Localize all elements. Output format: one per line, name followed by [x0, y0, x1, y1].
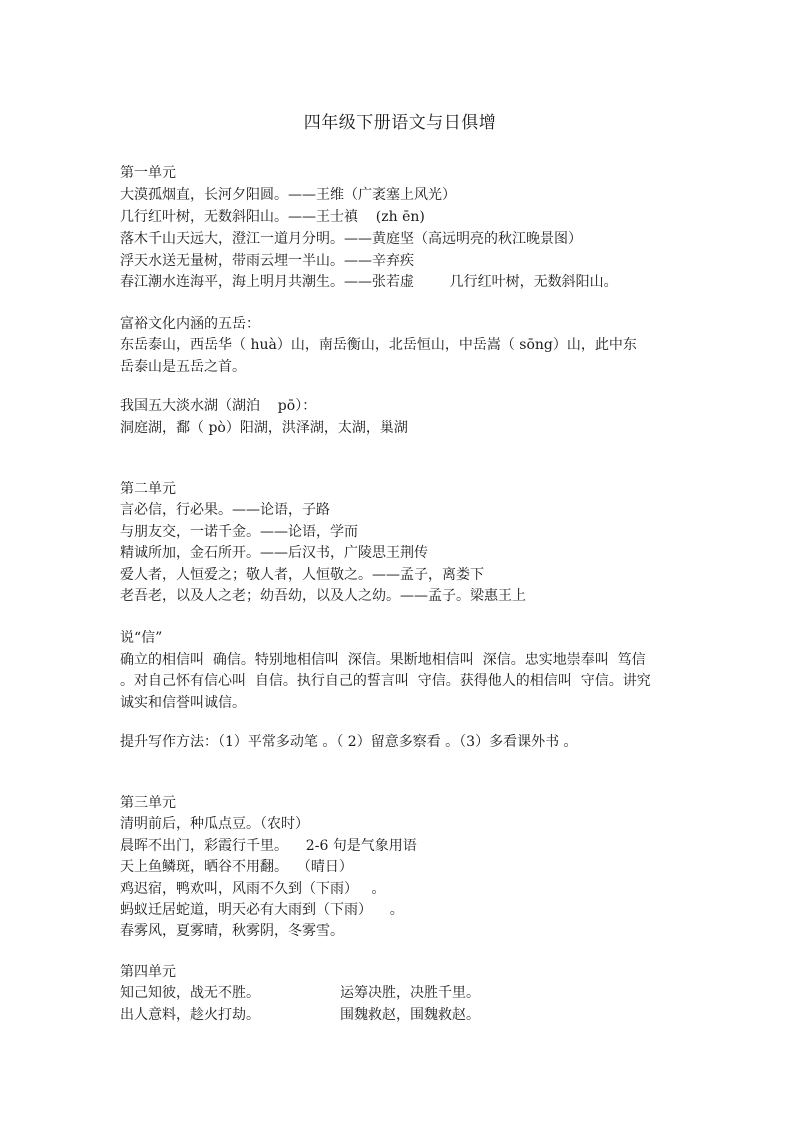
- unit4-heading: 第四单元: [120, 964, 176, 980]
- unit1-line: 浮天水送无量树，带雨云埋一半山。——辛弃疾: [120, 253, 414, 269]
- unit4-right-line: 围魏救赵，围魏救赵。: [340, 1007, 480, 1023]
- unit2-line: 老吾老，以及人之老；幼吾幼，以及人之幼。——孟子。梁惠王上: [120, 588, 526, 604]
- unit3-line: 春雾风，夏雾晴，秋雾阴，冬雾雪。: [120, 923, 344, 939]
- xin-line: 确立的相信叫 确信。特别地相信叫 深信。果断地相信叫 深信。忠实地崇奉叫 笃信: [120, 652, 646, 668]
- unit3-line: 蚂蚁迁居蛇道，明天必有大雨到（下雨） 。: [120, 902, 404, 918]
- unit1-line: 大漠孤烟直，长河夕阳圆。——王维（广袤塞上风光）: [120, 187, 456, 203]
- unit4-left-line: 出人意料，趁火打劫。: [120, 1007, 260, 1023]
- lakes-heading: 我国五大淡水湖（湖泊 pō）：: [120, 398, 317, 414]
- wuyue-line: 东岳泰山，西岳华（ huà）山，南岳衡山，北岳恒山，中岳嵩（ sōng）山，此中东: [120, 337, 637, 353]
- unit1-line: 几行红叶树，无数斜阳山。——王士禛 (zh ēn): [120, 209, 425, 225]
- unit3-line: 天上鱼鳞斑，晒谷不用翻。 （晴日）: [120, 859, 353, 875]
- unit2-heading: 第二单元: [120, 481, 176, 497]
- xin-heading: 说“信”: [120, 630, 163, 646]
- page-title: 四年级下册语文与日俱增: [303, 113, 497, 133]
- unit3-line: 晨晖不出门，彩霞行千里。 2-6 句是气象用语: [120, 838, 417, 854]
- unit4-left-line: 知己知彼，战无不胜。: [120, 985, 260, 1001]
- unit3-heading: 第三单元: [120, 795, 176, 811]
- unit1-heading: 第一单元: [120, 165, 176, 181]
- unit2-line: 言必信，行必果。——论语，子路: [120, 502, 330, 518]
- wuyue-line: 岳泰山是五岳之首。: [120, 359, 246, 375]
- unit2-line: 与朋友交，一诺千金。——论语，学而: [120, 524, 358, 540]
- unit3-line: 鸡迟宿，鸭欢叫，风雨不久到（下雨） 。: [120, 881, 386, 897]
- unit1-line: 春江潮水连海平，海上明月共潮生。——张若虚 几行红叶树，无数斜阳山。: [120, 274, 618, 290]
- xin-line: 诚实和信誉叫诚信。: [120, 695, 246, 711]
- writing-tip: 提升写作方法：（1）平常多动笔 。（ 2）留意多察看 。（3）多看课外书 。: [120, 734, 578, 750]
- unit1-line: 落木千山天远大，澄江一道月分明。——黄庭坚（高远明亮的秋江晚景图）: [120, 231, 582, 247]
- xin-line: 。对自己怀有信心叫 自信。执行自己的誓言叫 守信。获得他人的相信叫 守信。讲究: [120, 673, 651, 689]
- unit4-right-line: 运筹决胜，决胜千里。: [340, 985, 480, 1001]
- unit2-line: 爱人者，人恒爱之；敬人者，人恒敬之。——孟子，离娄下: [120, 567, 484, 583]
- unit3-line: 清明前后，种瓜点豆。（农时）: [120, 816, 309, 832]
- lakes-line: 洞庭湖，鄱（ pò）阳湖，洪泽湖，太湖，巢湖: [120, 420, 408, 436]
- unit2-line: 精诚所加，金石所开。——后汉书，广陵思王荆传: [120, 545, 428, 561]
- wuyue-heading: 富裕文化内涵的五岳：: [120, 316, 260, 332]
